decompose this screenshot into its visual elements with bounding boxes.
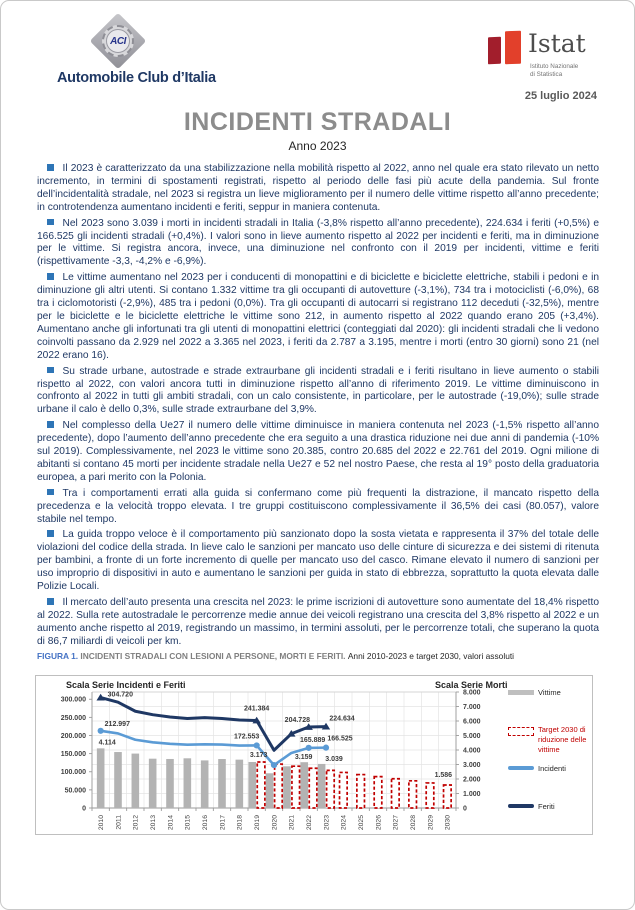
svg-text:172.553: 172.553 <box>234 733 260 741</box>
legend-entry-vittime <box>508 688 561 698</box>
paragraph-bullet-icon <box>47 489 54 496</box>
paragraph-7: La guida troppo veloce è il comportamento più sanzionato dopo la sosta vietata e rappresenta il 37% del totale delle violazioni del codice della strada. In lieve calo le sanzioni per mancato uso delle cinture di sicurezza e dei sistemi di ritenuta per bambini, a fronte di un forte incremento di quelle per mancato uso del casco. Rimane elevato il numero di sanzioni per uso improprio di dispositivi in auto e aumentano le sanzioni per guida in stato di ebbrezza, soprattutto la quota elevata dalle Polizie Locali. <box>37 529 599 593</box>
paragraph-4: Su strade urbane, autostrade e strade extraurbane gli incidenti stradali e i feriti risultano in lieve aumento o stabili rispetto al 2022, con valori ancora tutti in diminuzione rispetto all’anno di riferimento 2019. Le vittime diminuiscono in confronto al 2022 in tutti gli ambiti stradali, con un calo consistente, in particolare, per le autostrade (-19,0%); sulle strade urbane il calo è dello 0,3%, sulle strade extraurbane del 3,9%. <box>37 365 599 416</box>
legend-entry-feriti <box>508 802 555 812</box>
svg-text:2023: 2023 <box>323 815 331 831</box>
svg-text:4.114: 4.114 <box>98 739 116 747</box>
istat-wordmark: Istat <box>528 29 586 58</box>
legend-swatch-icon <box>508 727 534 736</box>
legend-label: Incidenti <box>538 764 566 773</box>
aci-emblem-text: ACI <box>106 29 130 53</box>
aci-logo <box>57 13 216 86</box>
svg-text:2010: 2010 <box>98 815 106 831</box>
paragraph-bullet-icon <box>47 530 54 537</box>
legend-label: Target 2030 di riduzione delle vittime <box>538 725 587 755</box>
svg-text:212.997: 212.997 <box>104 720 130 728</box>
paragraph-6: Tra i comportamenti errati alla guida si confermano come più frequenti la distrazione, il mancato rispetto della precedenza e la velocità troppo elevata. I tre gruppi costituiscono complessivamente il 36,5% dei casi (80.057), valore stabile nel tempo. <box>37 487 599 525</box>
x-axis-year-labels <box>98 815 452 830</box>
svg-text:0: 0 <box>82 805 86 813</box>
svg-text:4.000: 4.000 <box>463 747 481 755</box>
svg-text:2014: 2014 <box>167 815 175 831</box>
paragraph-bullet-icon <box>47 273 54 280</box>
svg-text:2024: 2024 <box>340 815 348 831</box>
figure-caption <box>37 651 603 661</box>
paragraph-5: Nel complesso della Ue27 il numero delle vittime diminuisce in maniera contenuta nel 2023 (-1,5% rispetto all’anno precedente), dopo l’aumento dell’anno precedente che era seguito a una drastica riduzione nei due anni di pandemia (-10% sul 2019). Complessivamente, nel 2023 le vittime sono 20.385, contro 20.685 del 2022 e 22.761 del 2019. Ogni milione di abitanti si contano 45 morti per incidente stradale nella Ue27 e 52 nel nostro Paese, che resta al 19° posto della graduatoria europea, a pari merito con la Polonia. <box>37 420 599 483</box>
svg-text:165.889: 165.889 <box>300 736 326 744</box>
figure-title: INCIDENTI STRADALI CON LESIONI A PERSONE, MORTI E FERITI. <box>78 651 348 661</box>
svg-text:304.720: 304.720 <box>107 691 133 699</box>
svg-text:2019: 2019 <box>254 815 262 831</box>
svg-text:3.173: 3.173 <box>249 751 268 759</box>
paragraph-bullet-icon <box>47 219 54 226</box>
legend-entry-incidenti <box>508 764 566 774</box>
svg-text:2029: 2029 <box>427 815 435 831</box>
legend-entry-target <box>508 725 592 755</box>
svg-text:2027: 2027 <box>392 815 400 831</box>
svg-text:3.159: 3.159 <box>294 754 313 762</box>
svg-text:2011: 2011 <box>115 815 123 830</box>
svg-text:100.000: 100.000 <box>60 769 86 777</box>
svg-text:2021: 2021 <box>288 815 296 831</box>
svg-text:166.525: 166.525 <box>327 735 353 743</box>
body-paragraphs <box>37 163 599 652</box>
legend-swatch-icon <box>508 766 534 770</box>
paragraph-bullet-icon <box>47 421 54 428</box>
svg-text:3.039: 3.039 <box>325 755 343 763</box>
legend-swatch-icon <box>508 690 534 695</box>
svg-text:6.000: 6.000 <box>463 718 481 726</box>
aci-gear-icon <box>102 25 134 57</box>
svg-text:150.000: 150.000 <box>60 751 86 759</box>
legend-label: Vittime <box>538 688 561 697</box>
right-axis-title: Scala Serie Morti <box>435 680 508 690</box>
figure-1-chart <box>35 675 593 835</box>
svg-text:1.000: 1.000 <box>463 790 481 798</box>
paragraph-2: Nel 2023 sono 3.039 i morti in incidenti stradali in Italia (-3,8% rispetto all’anno precedente), 224.634 i feriti (+0,5%) e 166.525 gli incidenti stradali (+0,4%). I valori sono in lieve aumento rispetto al 2022 per incidenti e feriti, ma in diminuzione per le vittime. Si registra ancora, invece, una diminuzione nel confronto con il 2019 per incidenti, vittime e feriti (rispettivamente -3,3, -4,2% e -6,9%). <box>37 217 599 268</box>
svg-text:2017: 2017 <box>219 815 227 831</box>
svg-text:2025: 2025 <box>358 815 366 831</box>
svg-text:300.000: 300.000 <box>60 696 86 704</box>
svg-text:2022: 2022 <box>306 815 314 831</box>
svg-text:2012: 2012 <box>132 815 140 831</box>
page-subtitle: Anno 2023 <box>288 139 347 153</box>
svg-text:2028: 2028 <box>410 815 418 831</box>
paragraph-bullet-icon <box>47 164 54 171</box>
paragraph-3: Le vittime aumentano nel 2023 per i conducenti di monopattini e di biciclette e biciclette elettriche, stabili i pedoni e in diminuzione gli altri utenti. Si contano 1.332 vittime tra gli occupanti di autovetture (-3,1%), 734 tra i motociclisti (-6,0%), 68 tra i ciclomotoristi (-2,9%), 485 tra i pedoni (0,0%). Tra gli occupanti di autocarri si registrano 112 deceduti (-32,5%), mentre per le biciclette e le biciclette elettriche le vittime sono 212, in aumento rispetto al 2022 quando erano 205 (+3,4%). Aumentano anche gli infortunati tra gli utenti di monopattini elettrici (conteggiati dal 2020): gli incidenti stradali che li vedono coinvolti passano da 2.929 nel 2022 a 3.365 nel 2023, i feriti da 2.787 a 3.195, mentre i morti (entro 30 giorni) sono 21 (nel 2022 erano 16). <box>37 272 599 361</box>
svg-text:3.000: 3.000 <box>463 761 481 769</box>
svg-text:50.000: 50.000 <box>64 787 86 795</box>
svg-text:8.000: 8.000 <box>463 689 481 697</box>
svg-text:2020: 2020 <box>271 815 279 831</box>
paragraph-8: Il mercato dell’auto presenta una crescita nel 2023: le prime iscrizioni di autovetture sono aumentate del 18,4% rispetto al 2022. Sulla rete autostradale le percorrenze medie annue dei veicoli registrano una crescita del 3,8% rispetto al 2022 e un aumento anche rispetto al 2019, registrando un massimo, in termini assoluti, per le percorrenze totali, che superano la quota di 86,7 miliardi di veicoli per km. <box>37 597 599 647</box>
chart-legend <box>508 676 592 834</box>
figure-label: FIGURA 1. <box>37 651 79 661</box>
istat-flags-icon <box>488 31 524 67</box>
left-axis-title: Scala Serie Incidenti e Feriti <box>66 680 186 690</box>
aci-name: Automobile Club d’Italia <box>57 70 216 86</box>
istat-subtitle: Istituto Nazionale di Statistica <box>530 63 579 78</box>
figure-subtitle: Anni 2010-2023 e target 2030, valori assoluti <box>347 651 515 661</box>
svg-text:2015: 2015 <box>184 815 192 831</box>
paragraph-bullet-icon <box>47 367 54 374</box>
svg-text:7.000: 7.000 <box>463 703 481 711</box>
svg-text:2026: 2026 <box>375 815 383 831</box>
page-title: INCIDENTI STRADALI <box>183 108 452 136</box>
svg-text:2016: 2016 <box>202 815 210 831</box>
svg-text:2.000: 2.000 <box>463 776 481 784</box>
svg-text:200.000: 200.000 <box>60 732 86 740</box>
paragraph-bullet-icon <box>47 598 54 605</box>
svg-text:2018: 2018 <box>236 815 244 831</box>
svg-text:2030: 2030 <box>444 815 452 831</box>
aci-emblem-icon <box>90 13 146 69</box>
svg-text:204.728: 204.728 <box>284 716 310 724</box>
legend-swatch-icon <box>508 804 534 808</box>
paragraph-1: Il 2023 è caratterizzato da una stabilizzazione nella mobilità rispetto al 2022, anno nel quale era stato rilevato un netto incremento, in termini di spostamenti registrati, rispetto al periodo delle fasi più acute della pandemia. Sul fronte dell’incidentalità stradale, nel 2023 si registra un lieve miglioramento per il numero delle vittime rispetto all’anno precedente; in controtendenza aumentano incidenti e feriti, seppur in maniera contenuta. <box>37 163 599 213</box>
svg-text:0: 0 <box>463 805 467 813</box>
svg-text:224.634: 224.634 <box>329 715 355 723</box>
svg-text:250.000: 250.000 <box>60 714 86 722</box>
svg-text:1.586: 1.586 <box>434 772 453 780</box>
legend-label: Feriti <box>538 802 555 811</box>
svg-text:2013: 2013 <box>150 815 158 831</box>
svg-text:241.384: 241.384 <box>244 705 270 713</box>
release-date: 25 luglio 2024 <box>524 90 597 102</box>
svg-text:5.000: 5.000 <box>463 732 481 740</box>
